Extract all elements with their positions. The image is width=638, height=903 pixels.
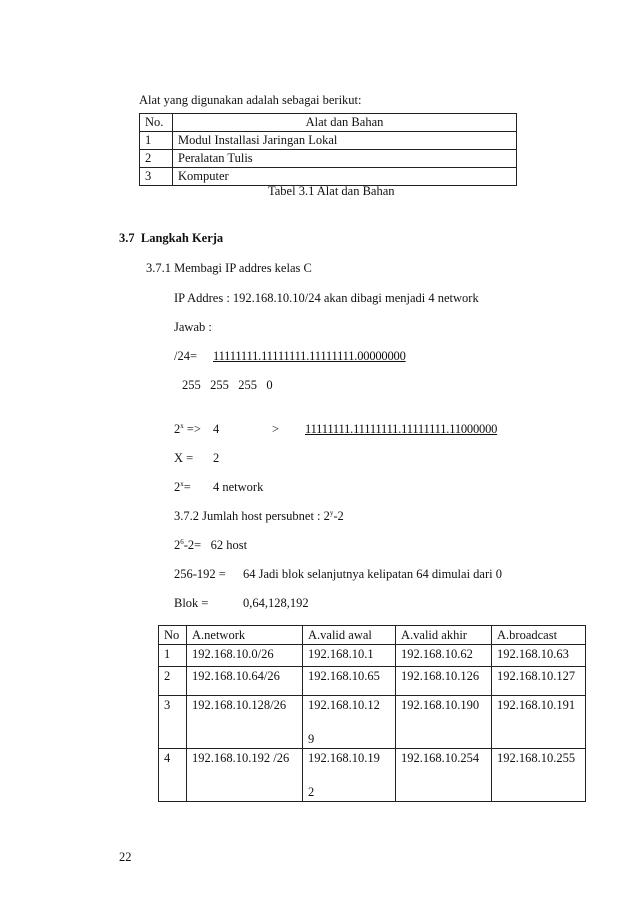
table-cell: 192.168.10.12 9	[303, 696, 396, 749]
table-row	[159, 696, 586, 749]
calc-row-1-binary: 11111111.11111111.11111111.11000000	[305, 422, 498, 436]
table-cell: 2	[140, 150, 173, 168]
tools-table	[139, 113, 517, 186]
table-cell: 192.168.10.63	[492, 645, 586, 667]
calc-exponent: x	[180, 479, 184, 488]
table-row	[140, 150, 517, 168]
table-cell: 3	[140, 168, 173, 186]
calc-row-3-value: 4 network	[213, 480, 264, 494]
host-calc-base: 2	[174, 538, 181, 552]
table-row	[159, 667, 586, 696]
table-cell: 3	[159, 696, 187, 749]
mask-decimal: 255 255 255 0	[182, 378, 273, 392]
intro-text: Alat yang digunakan adalah sebagai berikut:	[139, 93, 362, 107]
table-header-cell: A.broadcast	[492, 626, 586, 645]
table-cell: 192.168.10.191	[492, 696, 586, 749]
table-header-cell: A.network	[187, 626, 303, 645]
jawab-label: Jawab :	[174, 320, 212, 334]
table-header-cell: A.valid akhir	[396, 626, 492, 645]
section-number: 3.7	[119, 231, 135, 245]
mask-binary: 11111111.11111111.11111111.00000000	[213, 349, 406, 363]
host-calc-exponent: 6	[180, 537, 184, 546]
block-calc-value: 64 Jadi blok selanjutnya kelipatan 64 dimulai dari 0	[243, 567, 502, 581]
blok-value: 0,64,128,192	[243, 596, 309, 610]
calc-base: 2	[174, 422, 181, 436]
subsection-heading: 3.7.1 Membagi IP addres kelas C	[146, 261, 312, 275]
calc-row-2-value: 2	[213, 451, 220, 465]
ip-line: IP Addres : 192.168.10.10/24 akan dibagi menjadi 4 network	[174, 291, 479, 305]
table-caption: Tabel 3.1 Alat dan Bahan	[268, 184, 395, 198]
table-cell: 192.168.10.62	[396, 645, 492, 667]
calc-base: 2	[174, 480, 181, 494]
table-cell: 192.168.10.126	[396, 667, 492, 696]
table-cell: 2	[159, 667, 187, 696]
subsection-2-suffix: -2	[333, 509, 344, 523]
table-cell: 192.168.10.190	[396, 696, 492, 749]
table-header-cell: A.valid awal	[303, 626, 396, 645]
table-cell: 192.168.10.128/26	[187, 696, 303, 749]
section-title: Langkah Kerja	[140, 231, 224, 245]
network-table	[158, 625, 586, 802]
table-cell: 1	[140, 132, 173, 150]
calc-operator: =>	[183, 422, 201, 436]
table-cell: 192.168.10.254	[396, 749, 492, 802]
table-cell: 192.168.10.64/26	[187, 667, 303, 696]
calc-row-1-lhs	[174, 422, 201, 437]
table-cell: 1	[159, 645, 187, 667]
table-cell: 192.168.10.0/26	[187, 645, 303, 667]
block-calc-label: 256-192 =	[174, 567, 226, 581]
table-cell: 192.168.10.192 /26	[187, 749, 303, 802]
section-heading	[119, 231, 223, 246]
table-header-cell: No.	[140, 114, 173, 132]
calc-row-1-arrow: >	[272, 422, 280, 436]
table-header-cell: No	[159, 626, 187, 645]
mask-label: /24=	[174, 349, 198, 363]
calc-row-3-lhs	[174, 480, 191, 495]
calc-row-2-label: X =	[174, 451, 194, 465]
table-header-cell: Alat dan Bahan	[173, 114, 517, 132]
calc-operator: =	[183, 480, 191, 494]
table-cell: Peralatan Tulis	[173, 150, 517, 168]
calc-row-1-value: 4	[213, 422, 220, 436]
table-row	[140, 132, 517, 150]
table-header-row	[140, 114, 517, 132]
blok-label: Blok =	[174, 596, 209, 610]
table-cell: 192.168.10.65	[303, 667, 396, 696]
table-cell: 192.168.10.255	[492, 749, 586, 802]
table-cell: Komputer	[173, 168, 517, 186]
table-cell: 4	[159, 749, 187, 802]
table-row	[159, 749, 586, 802]
host-calc-rest: -2= 62 host	[183, 538, 248, 552]
table-header-row	[159, 626, 586, 645]
host-calc	[174, 538, 247, 553]
subsection-2-exponent: y	[329, 508, 334, 517]
table-row	[140, 168, 517, 186]
subsection-2-text: 3.7.2 Jumlah host persubnet : 2	[174, 509, 330, 523]
calc-exponent: x	[180, 421, 184, 430]
table-cell: Modul Installasi Jaringan Lokal	[173, 132, 517, 150]
table-cell: 192.168.10.1	[303, 645, 396, 667]
table-row	[159, 645, 586, 667]
table-cell: 192.168.10.19 2	[303, 749, 396, 802]
table-cell: 192.168.10.127	[492, 667, 586, 696]
subsection-2-heading	[174, 509, 344, 524]
page-number: 22	[119, 850, 132, 864]
